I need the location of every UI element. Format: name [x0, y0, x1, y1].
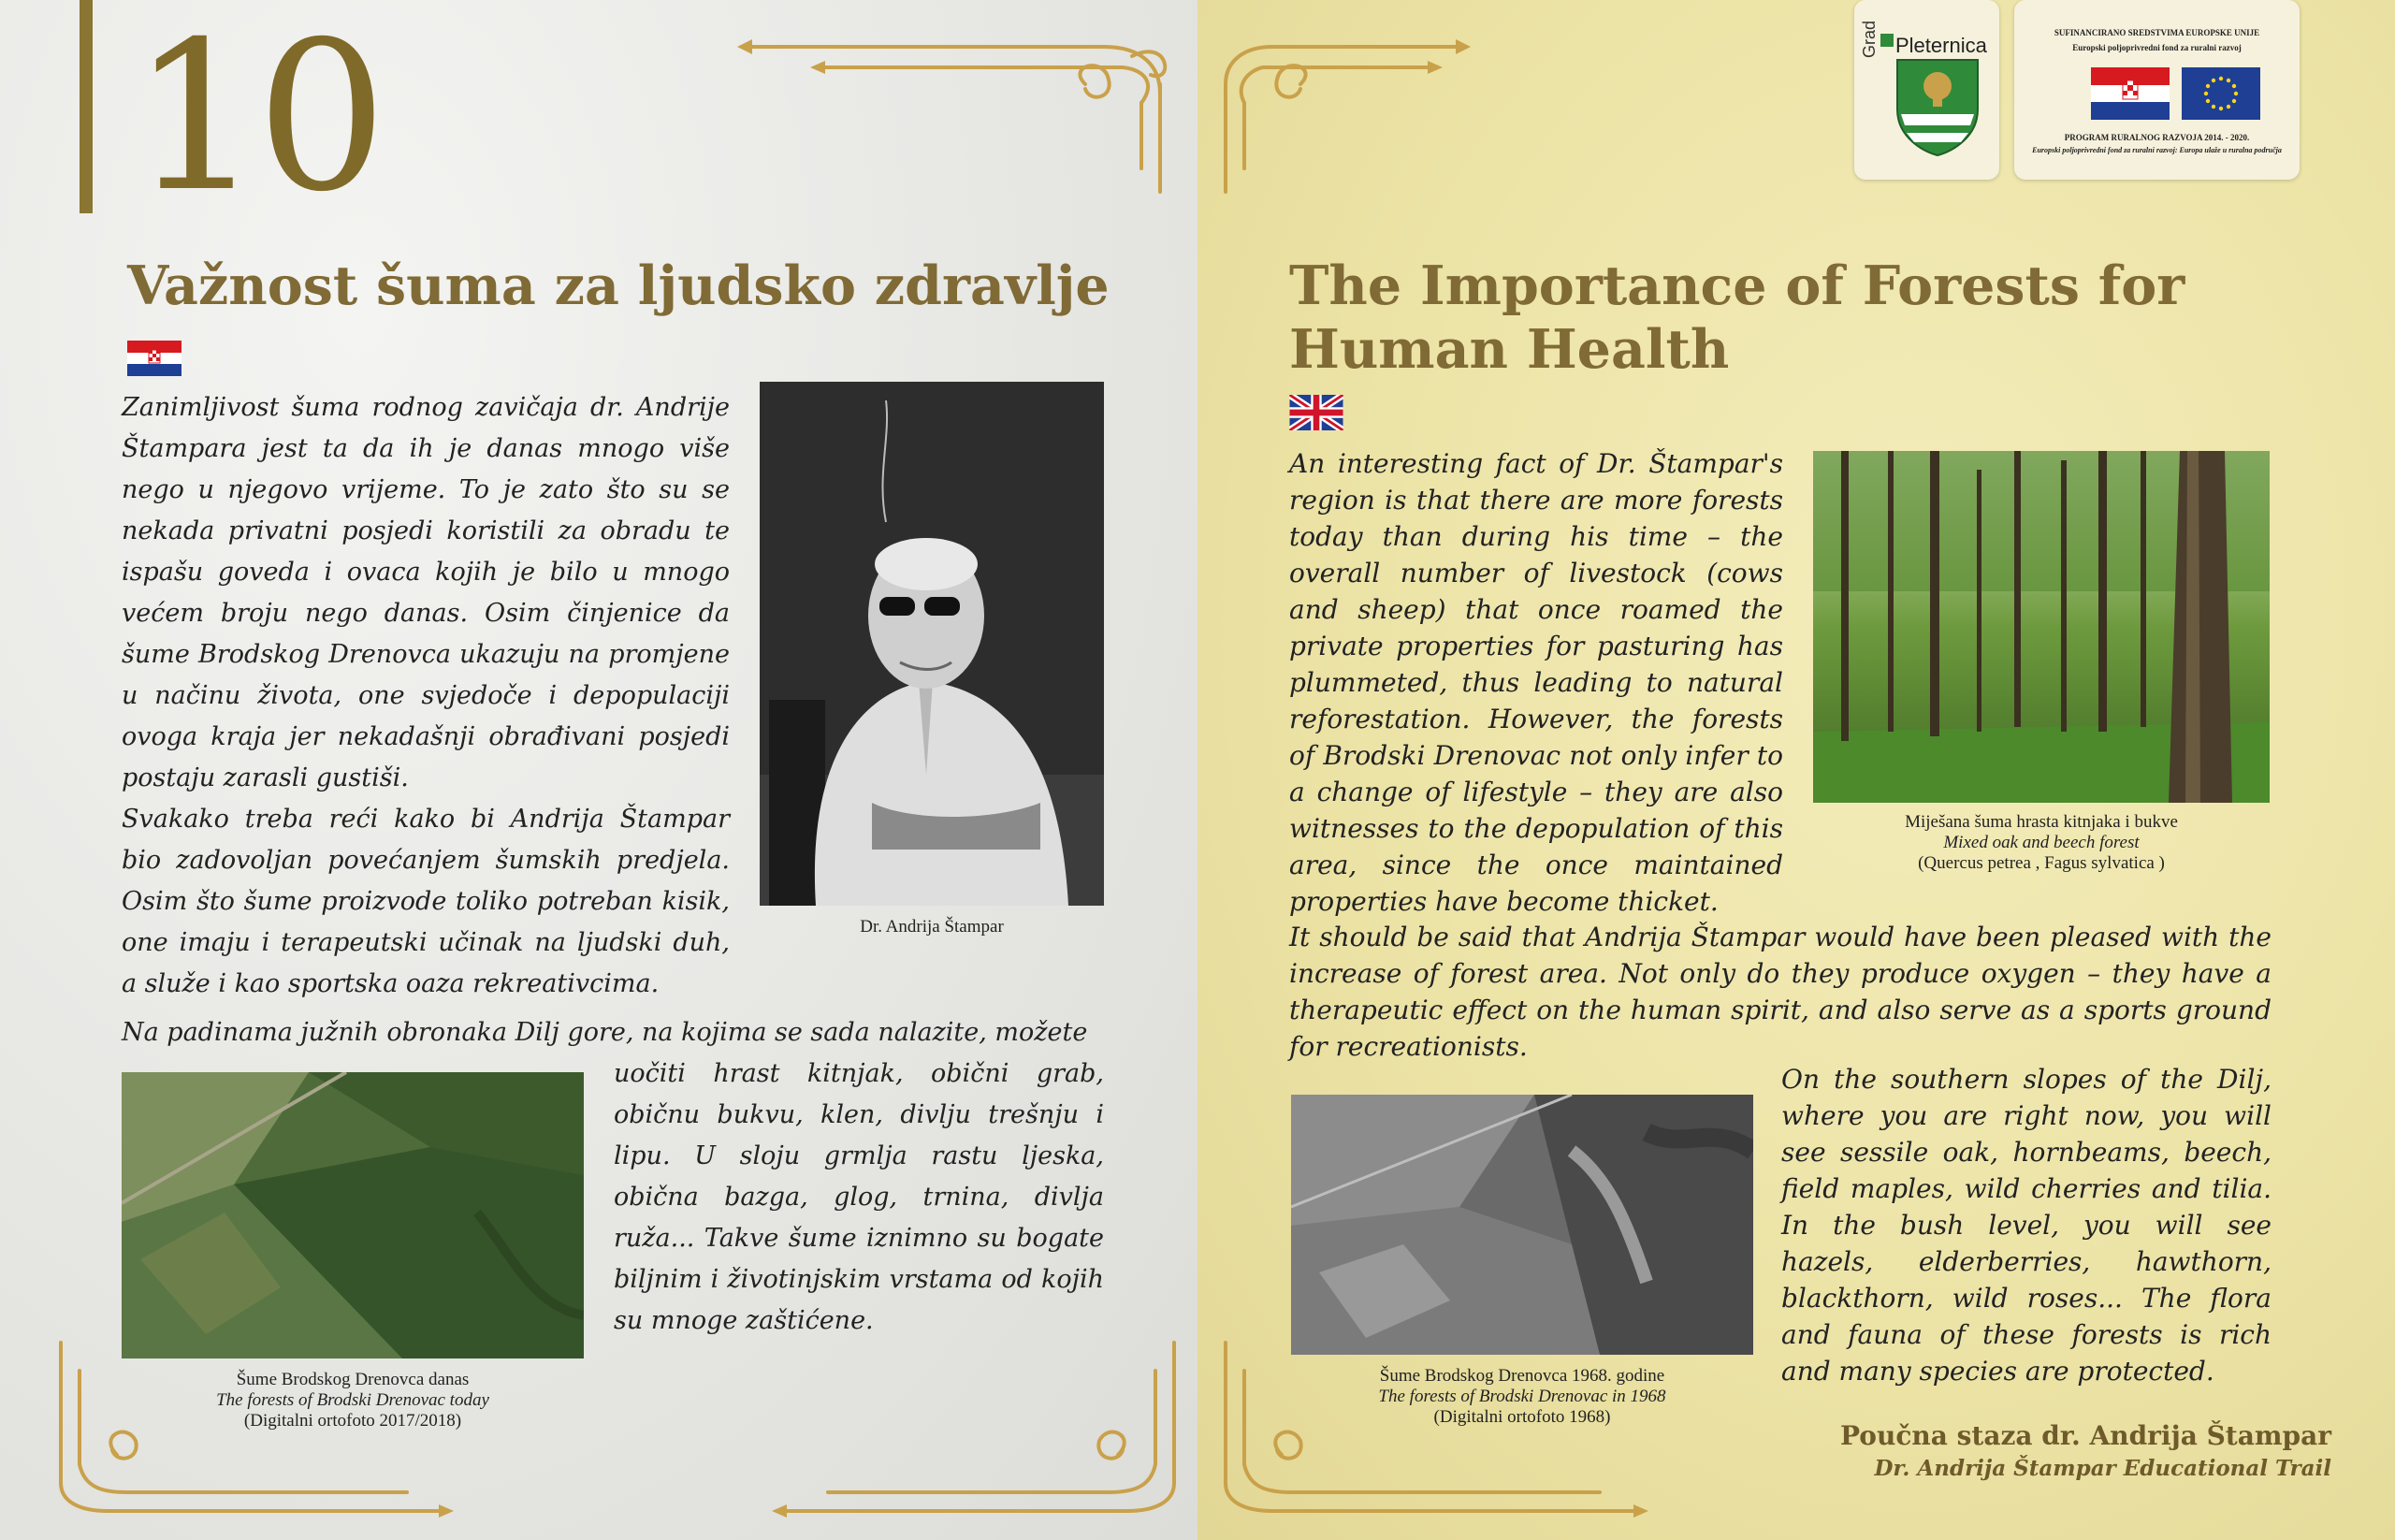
- forest-caption-line2: Mixed oak and beech forest: [1943, 833, 2140, 852]
- ornament-top-left-panel: [730, 28, 1179, 196]
- croatian-paragraph-2: Svakako treba reći kako bi Andrija Štampar bio zadovoljan povećanjem šumskih predjela. Osim što šume proizvode toliko potreban kisik, one imaju i terapeutski učinak na ljudski duh, a služe i kao sportska oaza rekreativcima.: [122, 805, 730, 998]
- croatian-text-block-top: [122, 387, 730, 1005]
- aerial-caption-today-line3: (Digitalni ortofoto 2017/2018): [243, 1411, 462, 1431]
- english-title-line2: Human Health: [1289, 318, 1730, 381]
- eu-funding-line3: PROGRAM RURALNOG RAZVOJA 2014. - 2020.: [2064, 133, 2250, 142]
- aerial-photo-forests-1968: [1291, 1095, 1753, 1355]
- city-logo-box: [1854, 0, 1999, 180]
- aerial-caption-1968-line2: The forests of Brodski Drenovac in 1968: [1378, 1387, 1666, 1406]
- english-paragraph-1: An interesting fact of Dr. Štampar's region is that there are more forests today than during his time – the overall number of livestock (cows and sheep) that once roamed the private properties for pasturing has plummeted, thus leading to natural reforestation. However, the forests of Brodski Drenovac not only infer to a change of lifestyle – they are also witnesses to the depopulation of this area, since the once maintained properties have become thicket.: [1289, 448, 1783, 917]
- aerial-photo-forests-today: [122, 1072, 584, 1358]
- croatian-paragraph-3-line1: Na padinama južnih obronaka Dilj gore, na kojima se sada nalazite, možete: [122, 1018, 1088, 1047]
- panel-number: 10: [131, 0, 382, 237]
- aerial-caption-1968-line3: (Digitalni ortofoto 1968): [1433, 1407, 1611, 1427]
- eu-funding-line4: Europski poljoprivredni fond za ruralni razvoj: Europa ulaže u ruralna područja: [2032, 146, 2282, 154]
- english-paragraph-3: On the southern slopes of the Dilj, where you are right now, you will see sessile oak, hornbeams, beech, field maples, wild cherries and tilia. In the bush level, you will see hazels, elderberries, hawthorn, blackthorn, wild roses... The flora and fauna of these forests is rich and many species are protected.: [1781, 1064, 2272, 1387]
- eu-funding-logo-box: [2014, 0, 2300, 180]
- eu-funding-line1: SUFINANCIRANO SREDSTVIMA EUROPSKE UNIJE: [2054, 28, 2260, 37]
- english-title: [1289, 254, 2185, 382]
- city-logo-prefix: Grad: [1860, 20, 1879, 58]
- portrait-photo-andrija-stampar: [760, 382, 1104, 906]
- croatian-title: Važnost šuma za ljudsko zdravlje: [127, 254, 1110, 317]
- portrait-caption: Dr. Andrija Štampar: [860, 917, 1004, 937]
- trail-name-english: Dr. Andrija Štampar Educational Trail: [1874, 1456, 2331, 1481]
- forest-caption-line3: (Quercus petrea , Fagus sylvatica ): [1918, 853, 2165, 873]
- croatian-flag-icon: [127, 341, 181, 376]
- croatia-flag-logo-icon: [2091, 67, 2170, 120]
- forest-caption: [1813, 812, 2270, 874]
- forest-caption-line1: Miješana šuma hrasta kitnjaka i bukve: [1905, 812, 2178, 832]
- aerial-caption-1968-line1: Šume Brodskog Drenovca 1968. godine: [1379, 1366, 1665, 1386]
- aerial-caption-today: [122, 1370, 584, 1431]
- aerial-caption-today-line2: The forests of Brodski Drenovac today: [216, 1390, 489, 1410]
- english-title-line1: The Importance of Forests for: [1289, 254, 2185, 317]
- english-paragraph-2: It should be said that Andrija Štampar would have been pleased with the increase of forest area. Not only do they produce oxygen – they have a therapeutic effect on the human spirit, and also serve as a sports ground for recreationists.: [1289, 922, 2272, 1062]
- forest-photo-oak-beech: [1813, 451, 2270, 803]
- city-coat-of-arms-icon: [1895, 58, 1980, 156]
- city-logo-name: Pleternica: [1895, 34, 1987, 57]
- trail-name-croatian: Poučna staza dr. Andrija Štampar: [1840, 1420, 2331, 1451]
- aerial-caption-today-line1: Šume Brodskog Drenovca danas: [236, 1370, 470, 1389]
- eu-flag-icon: [2182, 67, 2260, 120]
- ornament-top-right-panel: [1207, 28, 1488, 196]
- aerial-caption-1968: [1291, 1366, 1753, 1428]
- croatian-paragraph-1: Zanimljivost šuma rodnog zavičaja dr. Andrije Štampara jest ta da ih je danas mnogo više nego u njegovo vrijeme. To je zato što su se nekada privatni posjedi koristili za obradu te ispašu goveda i ovaca kojih je bilo u mnogo većem broju nego danas. Osim činjenice da šume Brodskog Drenovca ukazuju na promjene u načinu života, one svjedoče i depopulaciji ovoga kraja jer nekadašnji obrađivani posjedi postaju zarasli gustiši.: [122, 393, 730, 792]
- city-logo-square: [1880, 34, 1894, 47]
- uk-flag-icon: [1289, 395, 1343, 430]
- croatian-paragraph-3-rest: uočiti hrast kitnjak, obični grab, običnu bukvu, klen, divlju trešnju i lipu. U sloju grmlja rastu ljeska, obična bazga, glog, trnina, divlja ruža... Takve šume iznimno su bogate biljnim i životinjskim vrstama od kojih su mnoge zaštićene.: [614, 1059, 1104, 1335]
- eu-funding-line2: Europski poljoprivredni fond za ruralni razvoj: [2072, 43, 2242, 52]
- number-accent-bar: [80, 0, 93, 213]
